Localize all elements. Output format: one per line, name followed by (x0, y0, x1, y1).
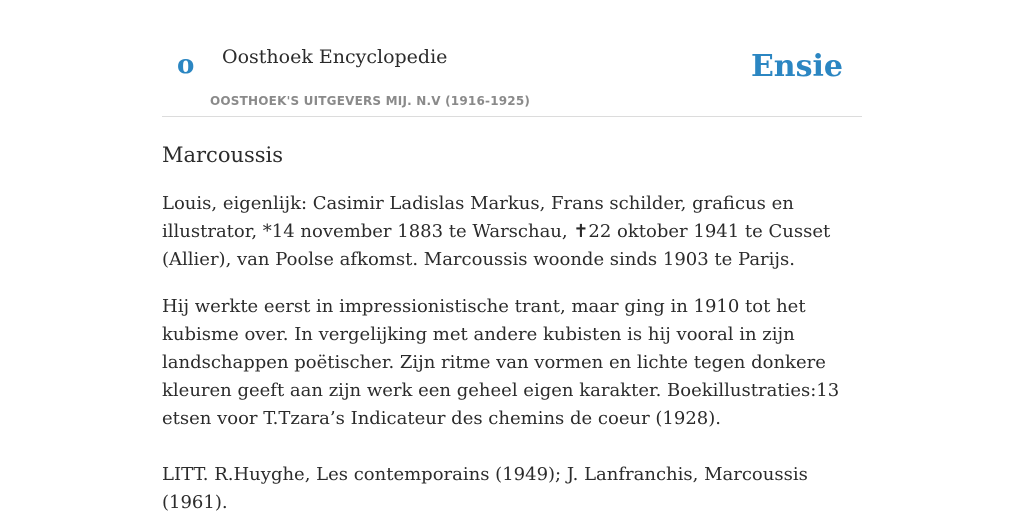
article-paragraph: Louis, eigenlijk: Casimir Ladislas Markus, Frans schilder, graficus en illustrator, *14 november 1883 te Warschau, ✝22 oktober 1941 te Cusset (Allier), van Poolse afkomst. Marcoussis woonde sinds 1903 te Parijs. (162, 193, 831, 271)
article-title: Marcoussis (162, 143, 284, 167)
logo-letter[interactable]: o (177, 50, 195, 80)
brand-logo-link[interactable]: Ensie (750, 49, 843, 84)
page (162, 0, 862, 512)
publisher-label: OOSTHOEK'S UITGEVERS MIJ. N.V (1916-1925) (210, 94, 531, 108)
article-paragraph: Hij werkte eerst in impressionistische trant, maar ging in 1910 tot het kubisme over. In vergelijking met andere kubisten is hij vooral in zijn landschappen poëtischer. Zijn ritme van vormen en lichte tegen donkere kleuren geeft aan zijn werk een geheel eigen karakter. Boekillustraties:13 etsen voor T.Tzara’s Indicateur des chemins de coeur (1928). (162, 296, 840, 430)
encyclopedia-title[interactable]: Oosthoek Encyclopedie (222, 46, 448, 68)
literature-reference: LITT. R.Huyghe, Les contemporains (1949); J. Lanfranchis, Marcoussis (1961). (162, 464, 808, 512)
site-header (162, 0, 862, 117)
